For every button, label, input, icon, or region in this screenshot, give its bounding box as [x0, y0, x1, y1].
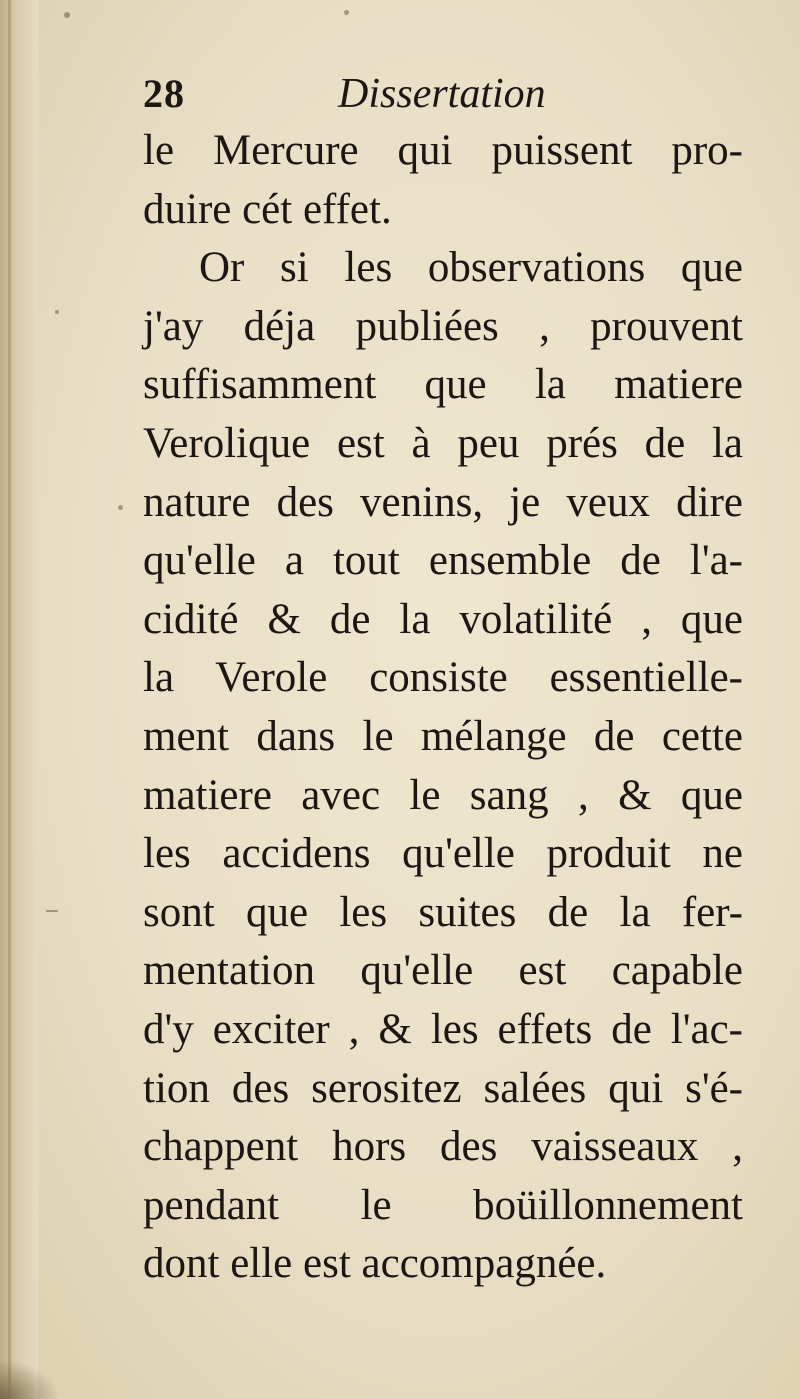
text-line: sont que les suites de la fer- [143, 888, 743, 936]
paper-speck [55, 310, 59, 314]
paper-speck [46, 910, 58, 912]
text-line: mentation qu'elle est capable [143, 947, 743, 995]
paper-speck [64, 12, 70, 18]
text-line: duire cét effet. [143, 185, 392, 233]
binding-crease [8, 0, 11, 1399]
text-line: suffisamment que la matiere [143, 361, 743, 409]
text-line: j'ay déja publiées , prouvent [143, 302, 743, 350]
corner-shadow [0, 1359, 60, 1399]
text-line: matiere avec le sang , & que [143, 771, 743, 819]
text-line: chappent hors des vaisseaux , [143, 1123, 743, 1171]
text-line: dont elle est accompagnée. [143, 1240, 607, 1288]
page-number: 28 [143, 71, 185, 116]
text-line: pendant le boüillonnement [143, 1181, 743, 1229]
text-line: cidité & de la volatilité , que [143, 595, 743, 643]
text-line: le Mercure qui puissent pro- [143, 127, 743, 174]
text-line: les accidens qu'elle produit ne [143, 830, 743, 878]
page-header [143, 70, 743, 120]
text-line: Verolique est à peu prés de la [143, 419, 743, 467]
text-line: nature des venins, je veux dire [143, 478, 743, 526]
body-text [143, 122, 743, 1294]
text-line: d'y exciter , & les effets de l'ac- [143, 1005, 743, 1053]
text-line: Or si les observations que [199, 244, 743, 292]
page-binding-edge [0, 0, 38, 1399]
paper-speck [118, 505, 123, 510]
text-line: la Verole consiste essentielle- [143, 654, 743, 702]
running-title: Dissertation [338, 71, 546, 117]
text-line: tion des serositez salées qui s'é- [143, 1064, 743, 1112]
text-line: qu'elle a tout ensemble de l'a- [143, 537, 743, 585]
text-line: ment dans le mélange de cette [143, 712, 743, 760]
paper-speck [344, 10, 349, 15]
